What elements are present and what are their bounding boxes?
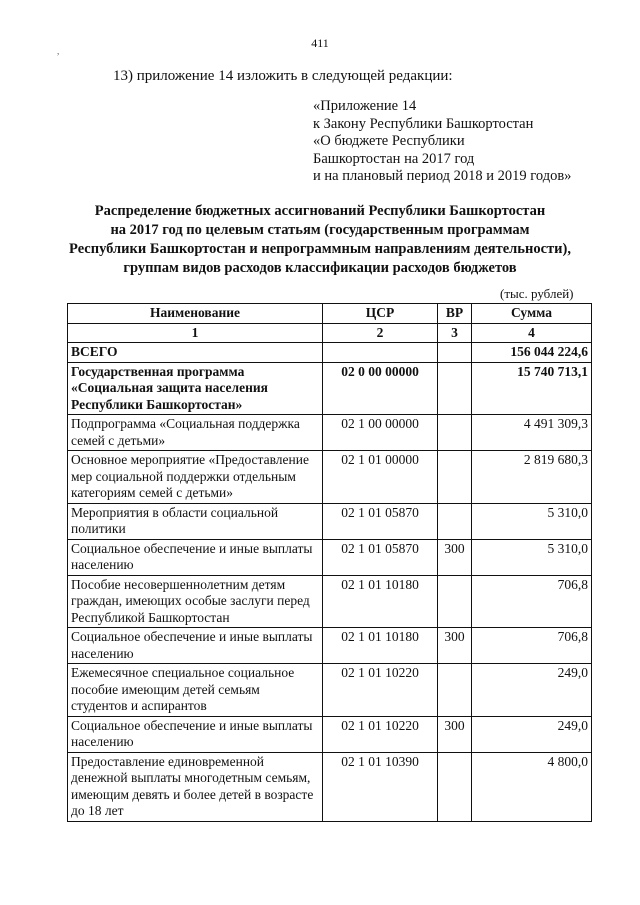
cell-sum: 4 800,0 bbox=[472, 752, 592, 821]
cell-name: Государственная программа «Социальная защита населения Республики Башкортостан» bbox=[68, 362, 323, 415]
title-line: Республики Башкортостан и непрограммным направлениям деятельности), bbox=[69, 241, 571, 257]
cell-sum: 249,0 bbox=[472, 716, 592, 752]
cell-sum: 706,8 bbox=[472, 575, 592, 628]
appendix-line: «О бюджете Республики bbox=[313, 133, 465, 149]
table-row bbox=[68, 415, 592, 451]
table-row bbox=[68, 628, 592, 664]
header-name: Наименование bbox=[68, 304, 323, 324]
header-vr: ВР bbox=[438, 304, 472, 324]
table-header-row bbox=[68, 304, 592, 324]
page-number: 411 bbox=[311, 36, 329, 50]
cell-name: ВСЕГО bbox=[68, 343, 323, 363]
cell-name: Социальное обеспечение и иные выплаты населению bbox=[68, 628, 323, 664]
cell-vr bbox=[438, 343, 472, 363]
header-csr: ЦСР bbox=[323, 304, 438, 324]
table-row bbox=[68, 451, 592, 504]
cell-name: Основное мероприятие «Предоставление мер социальной поддержки отдельным категориям семей с детьми» bbox=[68, 451, 323, 504]
appendix-line: Башкортостан на 2017 год bbox=[313, 150, 475, 167]
table-row bbox=[68, 575, 592, 628]
cell-vr: 300 bbox=[438, 628, 472, 664]
appendix-reference bbox=[313, 98, 571, 186]
cell-name: Предоставление единовременной денежной выплаты многодетным семьям, имеющим девять и более детей в возрасте до 18 лет bbox=[68, 752, 323, 821]
appendix-line: к Закону Республики Башкортостан bbox=[313, 115, 534, 132]
cell-sum: 249,0 bbox=[472, 664, 592, 717]
cell-vr: 300 bbox=[438, 716, 472, 752]
cell-csr: 02 1 01 10180 bbox=[323, 575, 438, 628]
cell-vr bbox=[438, 503, 472, 539]
cell-name: Мероприятия в области социальной политики bbox=[68, 503, 323, 539]
cell-name: Подпрограмма «Социальная поддержка семей с детьми» bbox=[68, 415, 323, 451]
cell-csr: 02 1 00 00000 bbox=[323, 415, 438, 451]
units-label: (тыс. рублей) bbox=[500, 286, 574, 301]
table-row bbox=[68, 343, 592, 363]
cell-name: Социальное обеспечение и иные выплаты населению bbox=[68, 716, 323, 752]
budget-table-body bbox=[68, 323, 592, 821]
header-sum: Сумма bbox=[472, 304, 592, 324]
cell-vr bbox=[438, 362, 472, 415]
column-number: 4 bbox=[472, 323, 592, 343]
cell-sum: 156 044 224,6 bbox=[472, 343, 592, 363]
amendment-intro: 13) приложение 14 изложить в следующей редакции: bbox=[113, 68, 453, 84]
title-line: Распределение бюджетных ассигнований Республики Башкортостан bbox=[94, 203, 546, 219]
cell-name: Социальное обеспечение и иные выплаты населению bbox=[68, 539, 323, 575]
table-row bbox=[68, 752, 592, 821]
cell-sum: 15 740 713,1 bbox=[472, 362, 592, 415]
cell-csr bbox=[323, 343, 438, 363]
column-number: 1 bbox=[68, 323, 323, 343]
cell-vr: 300 bbox=[438, 539, 472, 575]
cell-csr: 02 1 01 10220 bbox=[323, 664, 438, 717]
cell-csr: 02 1 01 00000 bbox=[323, 451, 438, 504]
title-line: группам видов расходов классификации расходов бюджетов bbox=[123, 260, 517, 276]
document-title bbox=[40, 202, 600, 278]
cell-csr: 02 1 01 10390 bbox=[323, 752, 438, 821]
table-row bbox=[68, 716, 592, 752]
cell-sum: 5 310,0 bbox=[472, 539, 592, 575]
cell-name: Ежемесячное специальное социальное пособие имеющим детей семьям студентов и аспирантов bbox=[68, 664, 323, 717]
cell-vr bbox=[438, 575, 472, 628]
cell-csr: 02 1 01 10180 bbox=[323, 628, 438, 664]
column-number: 2 bbox=[323, 323, 438, 343]
cell-vr bbox=[438, 415, 472, 451]
cell-sum: 5 310,0 bbox=[472, 503, 592, 539]
title-line: на 2017 год по целевым статьям (государственным программам bbox=[110, 222, 530, 238]
cell-sum: 2 819 680,3 bbox=[472, 451, 592, 504]
appendix-line: «Приложение 14 bbox=[313, 98, 417, 114]
table-row bbox=[68, 362, 592, 415]
cell-csr: 02 0 00 00000 bbox=[323, 362, 438, 415]
cell-vr bbox=[438, 664, 472, 717]
column-numbers-row bbox=[68, 323, 592, 343]
appendix-line: и на плановый период 2018 и 2019 годов» bbox=[313, 168, 572, 184]
cell-csr: 02 1 01 05870 bbox=[323, 503, 438, 539]
table-row bbox=[68, 539, 592, 575]
budget-table bbox=[67, 303, 592, 822]
column-number: 3 bbox=[438, 323, 472, 343]
table-row bbox=[68, 664, 592, 717]
cell-sum: 4 491 309,3 bbox=[472, 415, 592, 451]
cell-vr bbox=[438, 752, 472, 821]
cell-vr bbox=[438, 451, 472, 504]
table-row bbox=[68, 503, 592, 539]
cell-csr: 02 1 01 05870 bbox=[323, 539, 438, 575]
cell-csr: 02 1 01 10220 bbox=[323, 716, 438, 752]
cell-sum: 706,8 bbox=[472, 628, 592, 664]
margin-mark: , bbox=[57, 46, 60, 56]
cell-name: Пособие несовершеннолетним детям граждан, имеющих особые заслуги перед Республикой Башкортостан bbox=[68, 575, 323, 628]
